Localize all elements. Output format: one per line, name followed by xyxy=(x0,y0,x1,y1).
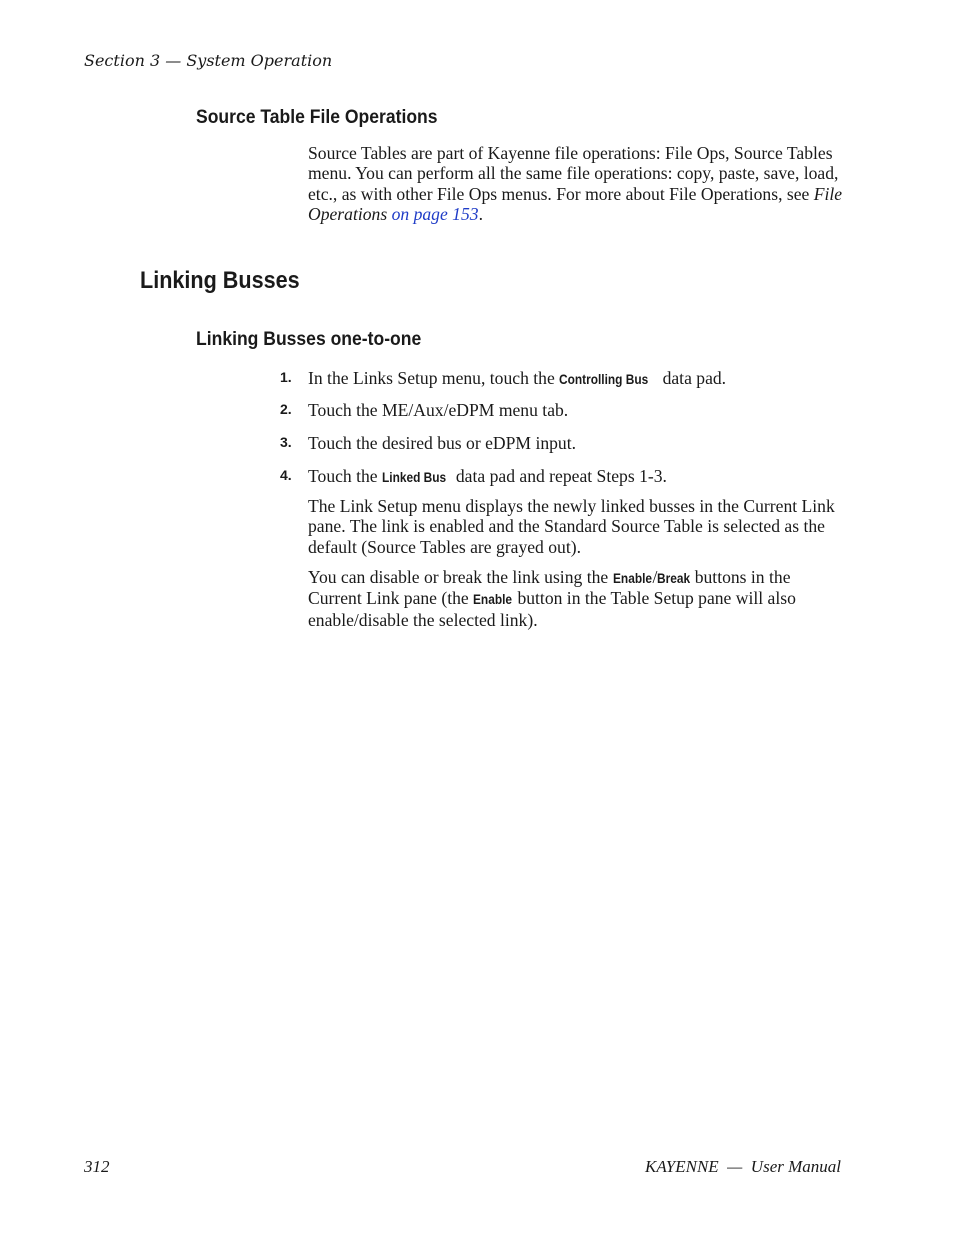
running-head: Section 3 — System Operation xyxy=(84,51,333,70)
ui-label-break: Break xyxy=(657,570,691,586)
xref-page-link[interactable]: on page 153 xyxy=(391,204,479,225)
heading-linking-busses: Linking Busses xyxy=(140,267,300,294)
step-text: Touch the Linked Bus data pad and repeat Steps 1-3. xyxy=(308,466,667,486)
step-number: 3. xyxy=(280,434,292,450)
heading-source-table-file-operations: Source Table File Operations xyxy=(196,106,438,128)
paragraph-enable-break-note: You can disable or break the link using the Enable/Break buttons in the Current Link pane (the Enable button in the Table Setup pane will also enable/disable the selected link). xyxy=(308,567,796,630)
page-number: 312 xyxy=(84,1157,110,1176)
step-text: In the Links Setup menu, touch the Controlling Bus data pad. xyxy=(308,368,727,388)
step-text: Touch the desired bus or eDPM input. xyxy=(308,433,577,453)
paragraph-end: . xyxy=(478,204,483,225)
ui-label-enable: Enable xyxy=(612,570,652,586)
footer-manual-title: KAYENNE — User Manual xyxy=(645,1157,841,1176)
step-number: 2. xyxy=(280,401,292,417)
ui-label-linked-bus: Linked Bus xyxy=(382,469,447,485)
heading-linking-busses-one-to-one: Linking Busses one-to-one xyxy=(196,328,422,350)
ui-label-enable-2: Enable xyxy=(473,591,513,608)
ui-label-controlling-bus: Controlling Bus xyxy=(559,371,649,387)
xref-title: File Operations xyxy=(308,183,843,225)
step-text: Touch the ME/Aux/eDPM menu tab. xyxy=(308,400,569,420)
paragraph-link-setup-note: The Link Setup menu displays the newly linked busses in the Current Link pane. The link is enabled and the Standard Source Table is selected as the default (Source Tables are grayed out). xyxy=(308,496,835,557)
step-number: 1. xyxy=(280,369,292,385)
paragraph-text: Source Tables are part of Kayenne file operations: File Ops, Source Tables menu. You can perform all the same file operations: copy, paste, save, load, etc., as with other File Ops menus. For more about File Operations, see xyxy=(308,143,839,204)
step-number: 4. xyxy=(280,467,292,483)
paragraph-file-operations xyxy=(308,143,848,225)
